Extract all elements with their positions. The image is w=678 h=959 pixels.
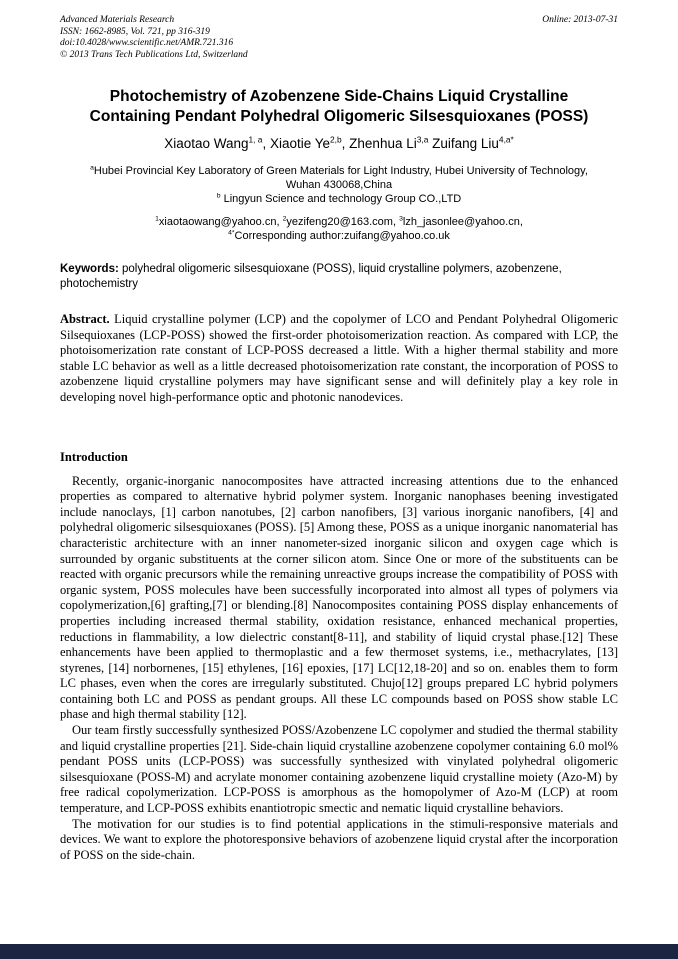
author-separator: , — [341, 136, 350, 151]
issn-line: ISSN: 1662-8985, Vol. 721, pp 316-319 — [60, 26, 210, 37]
paragraph: The motivation for our studies is to find potential applications in the stimuli-responsive materials and devices. We want to explore the photoresponsive behaviors of azobenzene liquid crystal after the incorporation of POSS on the side-chain. — [60, 816, 618, 862]
copyright-line: © 2013 Trans Tech Publications Ltd, Switzerland — [60, 49, 248, 60]
email-superscript: 2 — [282, 215, 287, 223]
email-entry — [399, 216, 523, 228]
author-superscript: 1, a — [248, 134, 263, 145]
paragraph: Recently, organic-inorganic nanocomposites have attracted increasing attentions due to the enhanced properties as compared to alternative hybrid polymer system. Inorganic nanophases beening investigated include nanoclays, [1] carbon nanotubes, [2] carbon nanofibers, [3] various inorganic nanofibers, [4] and polyhedral oligomeric silsesquioxanes (POSS). [5] Among these, POSS as a unique inorganic nanomaterial has characteristic architecture with an inner nanometer-sized inorganic silicon and oxygen cage which is surrounded by organic substituents at the corner silicon atom. Since One or more of the substituents can be reacted with organic precursors while the remaining unreactive groups increase the compatibility of POSS with organic system, POSS molecules have been successfully incorporated into almost all types of polymers via copolymerization,[6] grafting,[7] or blending.[8] Nanocomposites containing POSS display enhancements of properties including increased thermal stability, oxidation resistance, enhanced mechanical properties, reductions in flammability, a low dielectric constant[8-11], and stability of liquid crystal phase.[12] These enhancements have been applied to thermoplastic and a few thermoset systems, i.e., methacrylates, [13] styrenes, [14] norbornenes, [15] ethylenes, [16] epoxies, [17] LC[12,18-20] and so on. enables them to form LC phases, even when the cores are irregularly substituted. Chujo[12] groups prepared LC hybrid polymers containing both LC and POSS as pendant groups. All these LC compounds based on POSS show stable LC phase and high thermal stability [12]. — [60, 473, 618, 722]
author — [164, 136, 270, 151]
abstract-text: Liquid crystalline polymer (LCP) and the copolymer of LCO and Pendant Polyhedral Oligomeric Silsequioxanes (LCP-POSS) showed the first-order photoisomerization reaction. As compared with LCP, the photoisomerization rate constant of LCP-POSS decreased a little. With a higher thermal stability and more stable LC behavior as well as a little decreased photoisomerization rate constant, the incorporation of POSS to azobenzene liquid crystalline polymers may have significant sense and will definitely play a key role in developing novel high-performance optic and photonic nanodevices. — [60, 312, 618, 404]
footer-bar — [0, 944, 678, 959]
email-entry — [155, 216, 283, 228]
author-separator: , — [262, 136, 270, 151]
email-entry — [283, 216, 399, 228]
journal-name: Advanced Materials Research — [60, 15, 175, 25]
author-name: Zuifang Liu — [432, 136, 499, 151]
author-superscript: 2,b — [330, 134, 342, 145]
email-superscript: 1 — [155, 215, 159, 223]
affiliation-line — [60, 192, 618, 206]
affiliation-superscript: b — [216, 192, 221, 200]
journal-header — [60, 15, 618, 61]
email-entry — [228, 230, 450, 242]
email-superscript: 3 — [399, 215, 403, 223]
introduction-body — [60, 474, 618, 864]
authors-line — [60, 135, 618, 152]
emails-block — [60, 215, 618, 243]
author — [432, 136, 514, 151]
author-name: Xiaotao Wang — [164, 136, 249, 151]
doi-line: doi:10.4028/www.scientific.net/AMR.721.316 — [60, 38, 234, 48]
affiliation-text: Hubei Provincial Key Laboratory of Green Materials for Light Industry, Hubei University of Technology, Wuhan 430068,China — [93, 165, 588, 191]
keywords-block — [60, 262, 618, 292]
author-superscript: 4,a* — [498, 134, 514, 145]
paper-title — [60, 87, 618, 126]
email-address: lzh_jasonlee@yahoo.cn, — [402, 216, 523, 228]
author — [270, 136, 349, 151]
email-address: Corresponding author:zuifang@yahoo.co.uk — [234, 230, 450, 242]
journal-header-left — [60, 15, 248, 61]
author-name: Xiaotie Ye — [269, 136, 331, 151]
affiliations-block — [60, 164, 618, 206]
paper-title-line-1: Photochemistry of Azobenzene Side-Chains Liquid Crystalline — [109, 88, 569, 105]
email-address: xiaotaowang@yahoo.cn, — [158, 216, 283, 228]
paper-title-line-2: Containing Pendant Polyhedral Oligomeric Silsesquioxanes (POSS) — [89, 107, 589, 125]
emails-line-2 — [60, 229, 618, 243]
email-superscript: 4* — [228, 229, 235, 237]
section-heading-introduction: Introduction — [60, 449, 128, 464]
abstract-label: Abstract. — [60, 312, 110, 326]
affiliation-line — [79, 164, 599, 192]
paragraph: Our team firstly successfully synthesized POSS/Azobenzene LC copolymer and studied the thermal stability and liquid crystalline properties [21]. Side-chain liquid crystalline azobenzene copolymer containing 6.0 mol% pendant POSS units (LCP-POSS) was successfully synthesized with vinylated polyhedral oligomeric silsesquioxane (POSS-M) and acrylate monomer containing azobenzene liquid crystalline moiety (Azo-M) by free radical copolymerization. LCP-POSS is amorphous as the homopolymer of Azo-M (LCP) at room temperature, and LCP-POSS exhibits enantiotropic smectic and nematic liquid crystalline behaviors. — [60, 723, 618, 816]
affiliation-superscript: a — [90, 164, 94, 172]
online-date: Online: 2013-07-31 — [542, 15, 618, 25]
abstract-block — [60, 312, 618, 406]
author-name: Zhenhua Li — [349, 136, 417, 151]
email-address: yezifeng20@163.com, — [286, 216, 400, 228]
author — [349, 136, 432, 151]
affiliation-text: Lingyun Science and technology Group CO.,LTD — [220, 193, 462, 205]
keywords-text: polyhedral oligomeric silsesquioxane (POSS), liquid crystalline polymers, azobenzene, photochemistry — [60, 263, 562, 290]
author-superscript: 3,a — [416, 134, 429, 145]
keywords-label: Keywords: — [60, 263, 119, 275]
emails-line-1 — [60, 215, 618, 229]
